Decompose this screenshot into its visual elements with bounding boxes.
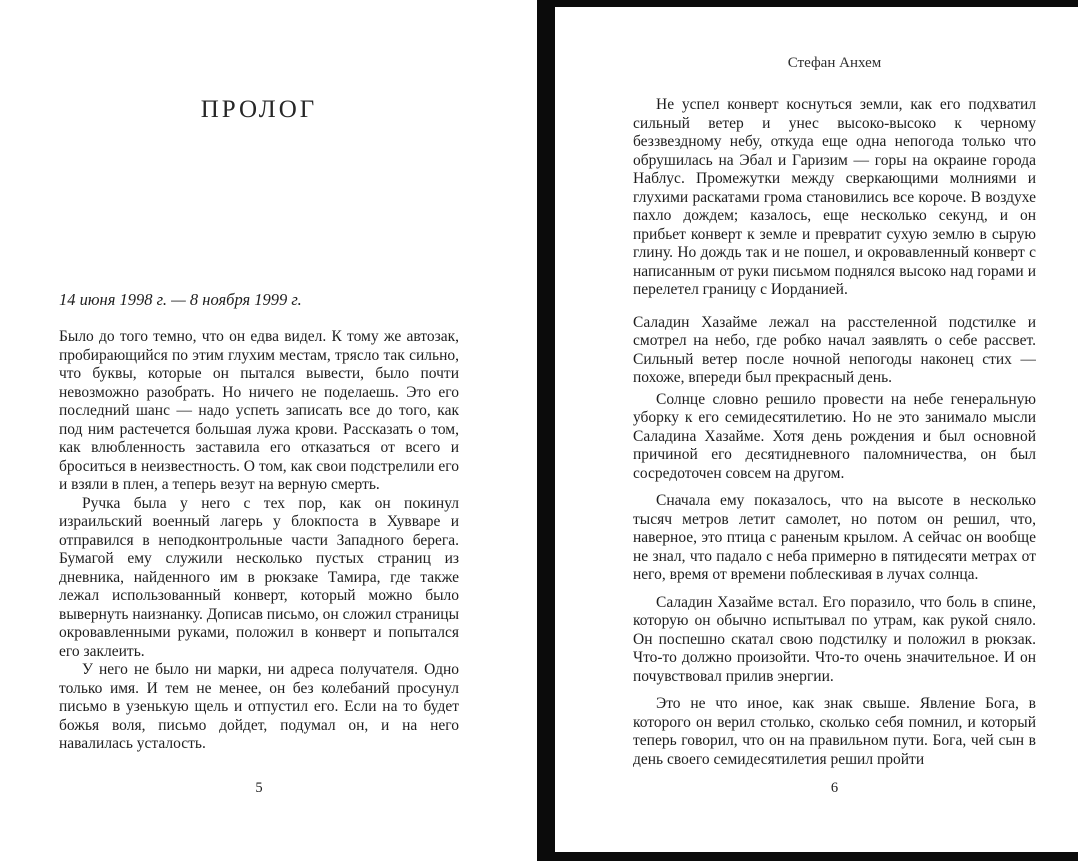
running-header-author: Стефан Анхем — [787, 55, 882, 71]
right-page — [633, 0, 1036, 861]
paragraph: Это не что иное, как знак свыше. Явление Бога, в которого он верил столько, сколько себя помнил, и который теперь говорил, что он на правильном пути. Бога, чей сын в день своего семидесятилетия решил пройти — [633, 695, 1036, 768]
paragraph: Сначала ему показалось, что на высоте в несколько тысяч метров летит самолет, но потом он решил, что, наверное, это птица с раненым крылом. А сейчас он вообще не знал, что падало с неба примерно в пятидесяти метрах от него, время от времени поблескивая в лучах солнца. — [633, 492, 1036, 583]
left-page-body — [59, 328, 459, 776]
paragraph: Саладин Хазайме встал. Его поразило, что боль в спине, которую он обычно испытывал по утрам, как рукой сняло. Он поспешно скатал свою подстилку и положил в рюкзак. Что-то должно произойти. Что-то очень значительное. И он почувствовал прилив энергии. — [633, 593, 1036, 685]
paragraph: Саладин Хазайме лежал на расстеленной подстилке и смотрел на небо, где робко начал заявлять о себе рассвет. Сильный ветер после ночной непогоды наконец стих — похоже, впереди был прекрасный день. — [633, 313, 1036, 386]
right-page-body — [633, 96, 1036, 778]
left-page-number: 5 — [255, 780, 263, 796]
page-gutter-divider — [537, 0, 555, 861]
paragraph: Не успел конверт коснуться земли, как его подхватил сильный ветер и унес высоко-высоко к черному беззвездному небу, откуда еще одна непогода только что обрушилась на Эбал и Гаризим — горы на окраине города Наблус. Промежутки между сверкающими молниями и глухими раскатами грома становились все короче. В воздухе пахло дождем; казалось, еще несколько секунд, и он прибьет конверт к земле и превратит сухую землю в сырую глину. Но дождь так и не пошел, и окровавленный конверт с написанным от руки письмом поднялся высоко над горами и перелетел границу с Иорданией. — [633, 96, 1036, 298]
paragraph: Было до того темно, что он едва видел. К тому же автозак, пробирающийся по этим глухим местам, трясло так сильно, что буквы, которые он пытался вывести, было почти невозможно разобрать. Но ничего не поделаешь. Это его последний шанс — надо успеть записать все до того, как под ним растечется большая лужа крови. Рассказать о том, как влюбленность заставила его отказаться от всего и броситься в неизвестность. О том, как свои подстрелили его и взяли в плен, а теперь везут на верную смерть. — [59, 328, 459, 493]
left-page — [59, 0, 459, 861]
paragraph: Ручка была у него с тех пор, как он покинул израильский военный лагерь у блокпоста в Хувваре и отправился в неподконтрольные части Западного берега. Бумагой ему служили несколько пустых страниц из дневника, найденного им в рюкзаке Тамира, где также лежал использованный конверт, который можно было вывернуть наизнанку. Дописав письмо, он сложил страницы окровавленными руками, положил в конверт и попытался его заклеить. — [59, 494, 459, 660]
chapter-date-range: 14 июня 1998 г. — 8 ноября 1999 г. — [59, 290, 302, 309]
chapter-title: ПРОЛОГ — [200, 96, 318, 123]
paragraph: У него не было ни марки, ни адреса получателя. Одно только имя. И тем не менее, он без колебаний просунул письмо в узенькую щель и отпустил его. Если на то будет божья воля, письмо дойдет, подумал он, и на него навалилась усталость. — [59, 661, 459, 752]
paragraph: Солнце словно решило провести на небе генеральную уборку к его семидесятилетию. Но не это занимало мысли Саладина Хазайме. Хотя день рождения и был основной причиной его десятидневного паломничества, он был сосредоточен совсем на другом. — [633, 390, 1036, 482]
right-page-number: 6 — [830, 780, 839, 796]
